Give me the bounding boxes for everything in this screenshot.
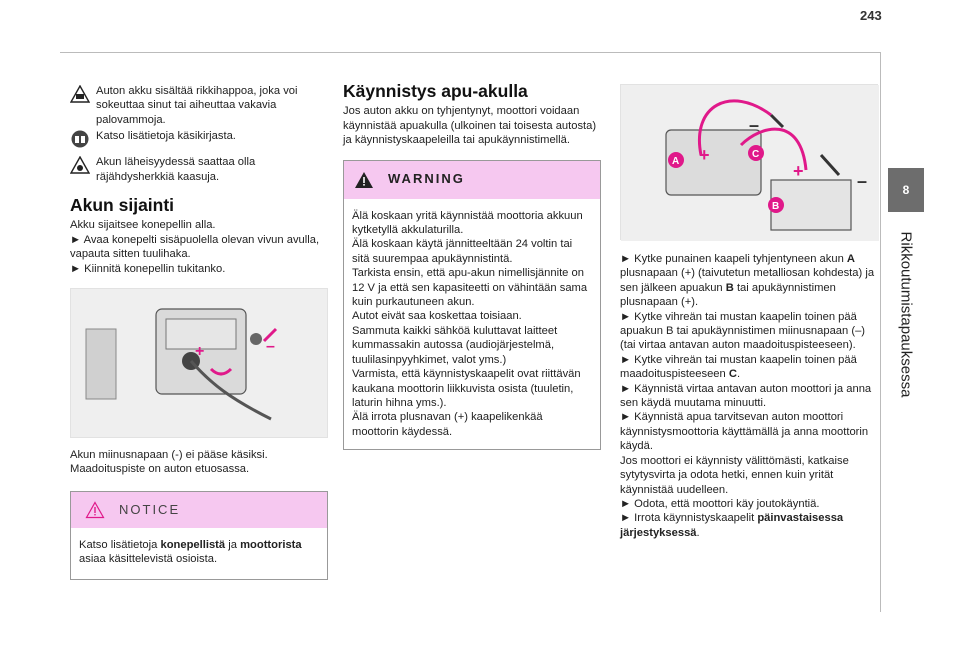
step-disconnect: ► Irrota käynnistyskaapelit päinvastaisessa järjestyksessä.	[620, 512, 844, 539]
warning-line: Sammuta kaikki sähköä kuluttavat laitteet kummassakin autossa (audiojärjestelmä, tuulilasinpyyhkimet, valot yms.)	[352, 324, 558, 366]
section-heading-jump-start: Käynnistys apu-akulla	[343, 81, 528, 101]
step-start-vehicle: ► Käynnistä apua tarvitsevan auton moottori käynnistysmoottoria käyttämällä ja anna moottorin käydä.	[620, 411, 869, 453]
explosive-icon	[70, 155, 90, 175]
notice-header	[71, 492, 327, 528]
notice-body	[71, 528, 327, 579]
notice-box	[70, 491, 328, 580]
page-number: 243	[860, 8, 882, 23]
chapter-title	[888, 214, 924, 414]
warning-line: Varmista, että käynnistyskaapelit ovat riittävän kaukana moottorin liikkuvista osista (tuuletin, laturin hihna yms.).	[352, 368, 581, 409]
side-divider	[880, 52, 881, 612]
warning-line: Älä irrota plusnavan (+) kaapelikenkää moottorin käydessä.	[352, 411, 543, 438]
acid-warning-text: Auton akku sisältää rikkihappoa, joka voi sokeuttaa sinut tai aiheuttaa vakavia palovammoja.	[96, 85, 298, 126]
section-heading-battery-location: Akun sijainti	[70, 195, 175, 216]
figure-label-a: A	[672, 156, 680, 167]
battery-location-figure	[70, 288, 328, 438]
warning-line: Autot eivät saa koskettaa toisiaan.	[352, 310, 522, 323]
warning-triangle-icon	[354, 170, 374, 190]
manual-book-icon	[70, 129, 90, 149]
warning-header	[344, 161, 600, 199]
warning-label: WARNING	[388, 171, 465, 187]
notice-text-mid: ja	[225, 538, 241, 551]
acid-warning	[70, 84, 328, 127]
corrosive-icon	[70, 84, 90, 104]
warning-body	[344, 199, 600, 450]
top-divider	[60, 52, 880, 53]
figure-label-c: C	[752, 149, 760, 160]
step-wait-idle: ► Odota, että moottori käy joutokäyntiä.	[620, 497, 820, 510]
warning-box	[343, 160, 601, 451]
svg-text:–: –	[749, 115, 760, 135]
notice-text-post: asiaa käsittelevistä osioista.	[79, 553, 218, 566]
jump-cable-figure	[620, 84, 878, 240]
explosive-warning	[70, 155, 328, 184]
column-2	[343, 81, 601, 450]
manual-reference	[70, 129, 328, 149]
battery-location-intro: Akku sijaitsee konepellin alla.	[70, 219, 216, 232]
figure-plus-label: +	[195, 343, 205, 361]
warning-line: Älä koskaan käytä jännitteeltään 24 voltin tai sitä suurempaa apukäynnistintä.	[352, 238, 573, 265]
notice-text-pre: Katso lisätietoja	[79, 538, 161, 551]
notice-link-bonnet: konepellistä	[160, 538, 226, 551]
battery-caption: Akun miinusnapaan (-) ei pääse käsiksi. Maadoituspiste on auton etuosassa.	[70, 449, 268, 476]
svg-text:–: –	[857, 171, 868, 191]
step-start-donor: ► Käynnistä virtaa antavan auton moottori ja anna sen käydä muutama minuutti.	[620, 382, 872, 410]
explosive-warning-text: Akun läheisyydessä saattaa olla räjähdysherkkiä kaasuja.	[96, 156, 256, 183]
step-connect-red-cable: ► Kytke punainen kaapeli tyhjentyneen akun A plusnapaan (+) (taivutetun metalliosan kohdesta) ja sen jälkeen apuakun B tai apukäynnistimen plusnapaan (+).	[620, 253, 875, 309]
chapter-number-tab: 8	[888, 168, 924, 212]
column-1	[70, 84, 328, 580]
warning-line: Älä koskaan yritä käynnistää moottoria akkuun kytketyllä akkulaturilla.	[352, 209, 583, 237]
notice-label: NOTICE	[119, 501, 181, 517]
manual-reference-text: Katso lisätietoja käsikirjasta.	[96, 130, 236, 143]
column-3	[620, 84, 878, 540]
step-connect-ground: ► Kytke vihreän tai mustan kaapelin toinen pää maadoituspisteeseen C.	[620, 353, 857, 381]
step-connect-green-cable: ► Kytke vihreän tai mustan kaapelin toinen pää apuakun B tai apukäynnistimen miinusnapaan (–) (tai virtaa antavan auton maadoituspisteeseen).	[620, 310, 866, 352]
warning-line: Tarkista ensin, että apu-akun nimellisjännite on 12 V ja että sen kapasiteetti on vähintään sama kuin purkautuneen akun.	[352, 267, 588, 309]
step-retry-note: Jos moottori ei käynnisty välittömästi, katkaise sytytysvirta ja odota hetki, ennen kuin yrität käynnistää uudelleen.	[620, 454, 849, 496]
notice-link-engine: moottorista	[240, 538, 302, 551]
step-bonnet-stay: ► Kiinnitä konepellin tukitanko.	[70, 262, 226, 275]
svg-text:+: +	[793, 161, 804, 181]
step-open-bonnet: ► Avaa konepelti sisäpuolella olevan vivun avulla, vapauta sitten tuulihaka.	[70, 233, 320, 261]
chapter-title-text: Rikkoutumistapauksessa	[897, 231, 915, 397]
figure-minus-label: –	[266, 338, 275, 356]
notice-triangle-icon	[85, 500, 105, 520]
svg-text:+: +	[699, 145, 710, 165]
figure-label-b: B	[772, 201, 780, 212]
jump-start-intro: Jos auton akku on tyhjentynyt, moottori voidaan käynnistää apuakulla (ulkoinen tai toisesta autosta) ja käynnistyskaapeleilla tai apukäynnistimellä.	[343, 105, 597, 147]
